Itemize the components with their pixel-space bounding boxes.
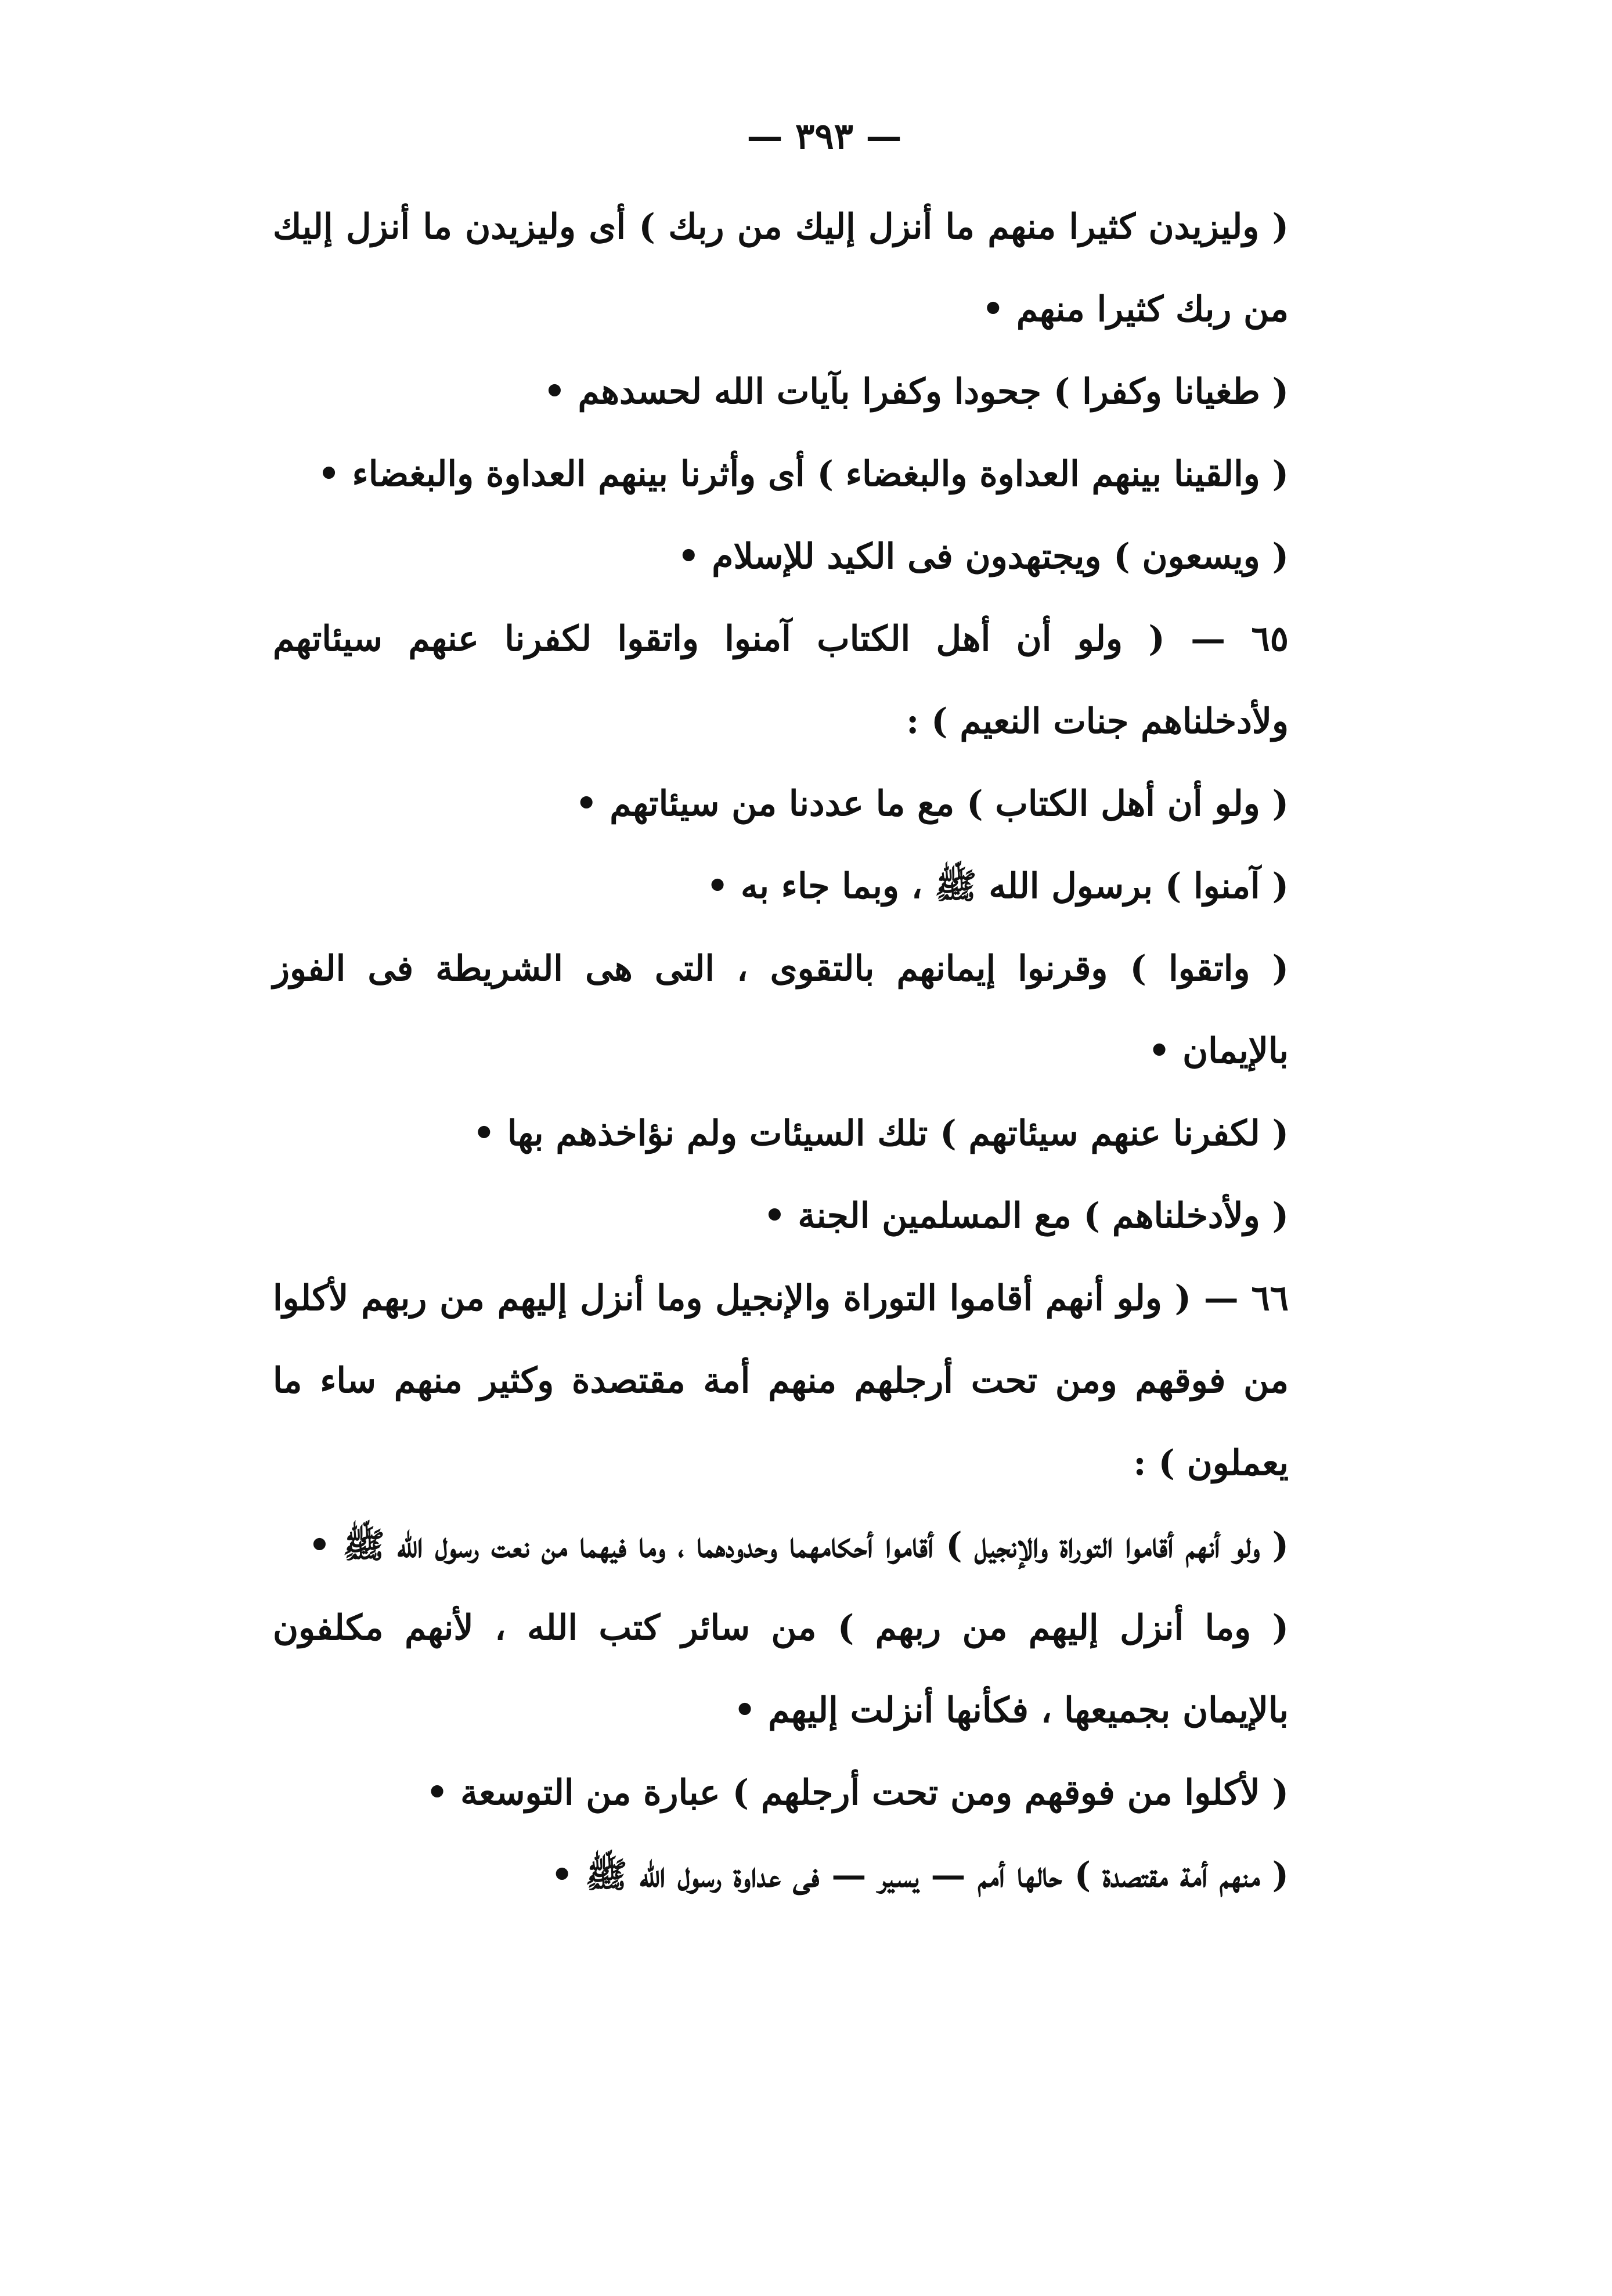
paragraph-verse-65: ٦٥ — ( ولو أن أهل الكتاب آمنوا واتقوا لكفرنا عنهم سيئاتهم ولأدخلناهم جنات النعيم ) : xyxy=(273,619,1289,742)
paragraph-4: ( ويسعون ) ويجتهدون فى الكيد للإسلام • xyxy=(677,536,1289,577)
paragraph-10: ( ولأدخلناهم ) مع المسلمين الجنة • xyxy=(763,1196,1289,1236)
paragraph-6: ( ولو أن أهل الكتاب ) مع ما عددنا من سيئاتهم • xyxy=(575,784,1289,824)
paragraph-3: ( والقينا بينهم العداوة والبغضاء ) أى وأثرنا بينهم العداوة والبغضاء • xyxy=(318,454,1289,494)
paragraph-9: ( لكفرنا عنهم سيئاتهم ) تلك السيئات ولم نؤاخذهم بها • xyxy=(473,1113,1289,1154)
paragraph-13: ( وما أنزل إليهم من ربهم ) من سائر كتب الله ، لأنهم مكلفون بالإيمان بجميعها ، فكأنها أنزلت إليهم • xyxy=(273,1608,1289,1731)
paragraph-7: ( آمنوا ) برسول الله ﷺ ، وبما جاء به • xyxy=(706,866,1289,907)
paragraph-verse-66: ٦٦ — ( ولو أنهم أقاموا التوراة والإنجيل وما أنزل إليهم من ربهم لأكلوا من فوقهم ومن تحت أرجلهم منهم أمة مقتصدة وكثير منهم ساء ما يعملون ) : xyxy=(273,1278,1289,1483)
page-number: — ٣٩٣ — xyxy=(747,115,902,157)
paragraph-2: ( طغيانا وكفرا ) جحودا وكفرا بآيات الله لحسدهم • xyxy=(543,371,1289,412)
paragraph-15: ( منهم أمة مقتصدة ) حالها أمم — يسير — فى عداوة رسول الله ﷺ • xyxy=(551,1855,1289,1896)
paragraph-12: ( ولو أنهم أقاموا التوراة والإنجيل ) أقاموا أحكامهما وحدودهما ، وما فيهما من نعت رسول الله ﷺ • xyxy=(308,1525,1289,1566)
paragraph-14: ( لأكلوا من فوقهم ومن تحت أرجلهم ) عبارة من التوسعة • xyxy=(425,1772,1289,1813)
paragraph-8: ( واتقوا ) وقرنوا إيمانهم بالتقوى ، التى هى الشريطة فى الفوز بالإيمان • xyxy=(273,948,1289,1071)
paragraph-1: ( وليزيدن كثيرا منهم ما أنزل إليك من ربك ) أى وليزيدن ما أنزل إليك من ربك كثيرا منهم • xyxy=(273,207,1289,330)
book-page xyxy=(273,110,1376,2176)
